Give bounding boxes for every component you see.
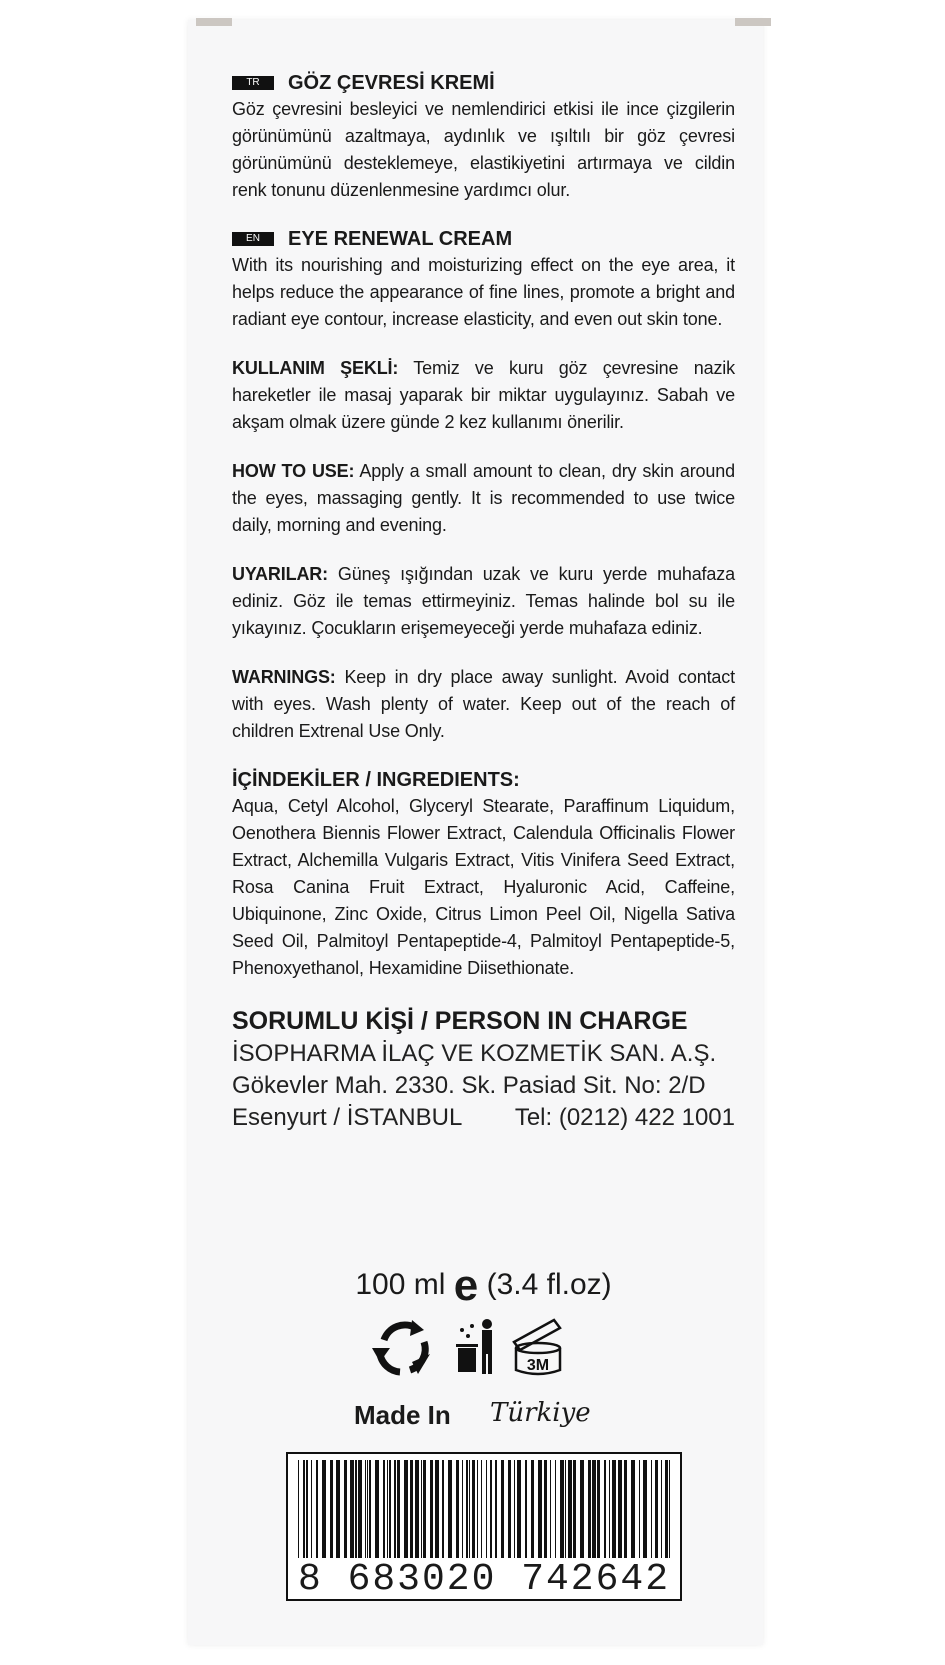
volume-ml: 100 ml	[355, 1268, 446, 1301]
volume	[232, 1261, 735, 1311]
barcode-bar	[375, 1460, 379, 1558]
barcode-bar	[410, 1460, 413, 1558]
barcode-bar	[481, 1460, 482, 1558]
estimated-sign-icon: e	[453, 1261, 479, 1311]
warnings-tr-label: UYARILAR:	[232, 564, 328, 584]
barcode-bar	[365, 1460, 366, 1558]
barcode-bar	[501, 1460, 504, 1558]
symbol-icons	[372, 1318, 602, 1378]
barcode-bar	[588, 1460, 591, 1558]
barcode-bar	[612, 1460, 616, 1558]
barcode-bar	[435, 1460, 439, 1558]
barcode-bar	[624, 1460, 627, 1558]
made-in-label: Made In	[354, 1400, 451, 1430]
barcode-bar	[568, 1460, 572, 1558]
person-in-charge-title: SORUMLU KİŞİ / PERSON IN CHARGE	[232, 1007, 688, 1035]
barcode-bar	[538, 1460, 542, 1558]
barcode-bar	[495, 1460, 497, 1558]
barcode-bar	[531, 1460, 534, 1558]
barcode-bar	[514, 1460, 515, 1558]
barcode-bar	[580, 1460, 584, 1558]
title-tr: GÖZ ÇEVRESİ KREMİ	[288, 72, 495, 94]
barcode-bar	[442, 1460, 444, 1558]
barcode-bar	[355, 1460, 357, 1558]
barcode-bar	[525, 1460, 527, 1558]
barcode-bar	[597, 1460, 600, 1558]
barcode-bar	[306, 1460, 308, 1558]
box-flap-left	[196, 18, 232, 26]
barcode-bar	[565, 1460, 566, 1558]
barcode-bar	[472, 1460, 475, 1558]
company-address: Gökevler Mah. 2330. Sk. Pasiad Sit. No: 2/D	[232, 1072, 706, 1099]
barcode-bar	[655, 1460, 658, 1558]
barcode-bar	[456, 1460, 459, 1558]
barcode-bar	[592, 1460, 596, 1558]
barcode	[286, 1452, 682, 1601]
barcode-bar	[490, 1460, 492, 1558]
warnings-en-label: WARNINGS:	[232, 667, 336, 687]
barcode-bar	[604, 1460, 606, 1558]
usage-en-text: Apply a small amount to clean, dry skin around the eyes, massaging gently. It is recommended to use twice daily, morning and evening.	[232, 461, 736, 535]
barcode-bar	[643, 1460, 647, 1558]
usage-tr-label: KULLANIM ŞEKLİ:	[232, 358, 399, 378]
barcode-bar	[462, 1460, 463, 1558]
usage-tr	[232, 355, 735, 436]
barcode-bar	[404, 1460, 408, 1558]
usage-tr-text: Temiz ve kuru göz çevresine nazik hareketler ile masaj yaparak bir miktar uygulayınız. Sabah ve akşam olmak üzere günde 2 kez kullanımı önerilir.	[232, 358, 736, 432]
dispose-bin-icon	[456, 1319, 492, 1374]
barcode-bar	[423, 1460, 426, 1558]
description-en: With its nourishing and moisturizing effect on the eye area, it helps reduce the appearance of fine lines, promote a bright and radiant eye contour, increase elasticity, and even out skin tone.	[232, 255, 735, 329]
barcode-bar	[358, 1460, 362, 1558]
barcode-bar	[394, 1460, 396, 1558]
warnings-en	[232, 664, 735, 745]
barcode-bar	[367, 1460, 368, 1558]
barcode-bar	[508, 1460, 511, 1558]
barcode-bar	[550, 1460, 551, 1558]
usage-en	[232, 458, 735, 539]
lang-tag-tr: TR	[232, 76, 274, 90]
barcode-bar	[661, 1460, 662, 1558]
title-en: EYE RENEWAL CREAM	[288, 228, 513, 250]
section-en	[232, 226, 735, 333]
barcode-bar	[303, 1460, 305, 1558]
barcode-bar	[298, 1460, 299, 1558]
warnings-en-text: Keep in dry place away sunlight. Avoid contact with eyes. Wash plenty of water. Keep out of the reach of children Extrenal Use Only.	[232, 667, 735, 741]
company-city: Esenyurt / İSTANBUL	[232, 1104, 463, 1131]
section-tr	[232, 70, 735, 204]
barcode-bar	[448, 1460, 452, 1558]
barcode-bar	[336, 1460, 340, 1558]
volume-floz: (3.4 fl.oz)	[486, 1268, 612, 1301]
barcode-bar	[555, 1460, 556, 1558]
barcode-bar	[609, 1460, 610, 1558]
company-name: İSOPHARMA İLAÇ VE KOZMETİK SAN. A.Ş.	[232, 1040, 717, 1067]
barcode-bar	[466, 1460, 468, 1558]
usage-en-label: HOW TO USE:	[232, 461, 355, 481]
barcode-bar	[397, 1460, 400, 1558]
warnings-tr	[232, 561, 735, 642]
warnings-tr-text: Güneş ışığından uzak ve kuru yerde muhafaza ediniz. Göz ile temas ettirmeyiniz. Temas halinde bol su ile yıkayınız. Çocukların erişemeyeceği yerde muhafaza ediniz.	[232, 564, 735, 638]
barcode-bar	[316, 1460, 318, 1558]
barcode-bar	[387, 1460, 388, 1558]
barcode-bar	[517, 1460, 521, 1558]
barcode-bar	[631, 1460, 635, 1558]
description-tr: Göz çevresini besleyici ve nemlendirici etkisi ile ince çizgilerin görünümünü azaltmaya, aydınlık ve ışıltılı bir göz çevresi görünümünü desteklemeye, elastikiyetini artırmaya ve cildin renk tonunu düzenlenmesine yardımcı olur.	[232, 99, 735, 200]
barcode-bar	[350, 1460, 354, 1558]
barcode-bar	[665, 1460, 668, 1558]
barcode-bar	[415, 1460, 419, 1558]
barcode-bar	[651, 1460, 652, 1558]
label-content	[232, 70, 735, 1134]
company-phone: Tel: (0212) 422 1001	[514, 1104, 735, 1131]
barcode-bar	[330, 1460, 333, 1558]
pao-label: 3M	[526, 1357, 550, 1374]
barcode-bar	[639, 1460, 640, 1558]
barcode-bar	[486, 1460, 487, 1558]
barcode-bar	[669, 1460, 670, 1558]
barcode-bar	[389, 1460, 391, 1558]
country-logo: Türkiye	[490, 1398, 591, 1428]
barcode-bar	[477, 1460, 478, 1558]
barcode-bar	[322, 1460, 326, 1558]
barcode-bar	[469, 1460, 470, 1558]
barcode-bar	[421, 1460, 422, 1558]
barcode-bar	[573, 1460, 576, 1558]
box-flap-right	[735, 18, 771, 26]
barcode-bar	[383, 1460, 385, 1558]
ingredients-text: Aqua, Cetyl Alcohol, Glyceryl Stearate, Paraffinum Liquidum, Oenothera Biennis Flower Extract, Calendula Officinalis Flower Extract, Alchemilla Vulgaris Extract, Vitis Vinifera Seed Extract, Rosa Canina Fruit Extract, Hyaluronic Acid, Caffeine, Ubiquinone, Zinc Oxide, Citrus Limon Peel Oil, Nigella Sativa Seed Oil, Palmitoyl Pentapeptide-4, Palmitoyl Pentapeptide-5, Phenoxyethanol, Hexamidine Diisethionate.	[232, 796, 735, 978]
barcode-bar	[618, 1460, 622, 1558]
barcode-bar	[544, 1460, 547, 1558]
barcode-bar	[560, 1460, 564, 1558]
ingredients-label: İÇİNDEKİLER / INGREDIENTS:	[232, 769, 520, 791]
barcode-number: 8 683020 742642	[297, 1558, 671, 1601]
barcode-bar	[430, 1460, 433, 1558]
lang-tag-en: EN	[232, 232, 274, 246]
barcode-bar	[311, 1460, 312, 1558]
barcode-bars	[298, 1460, 670, 1558]
barcode-bar	[344, 1460, 347, 1558]
barcode-bar	[369, 1460, 371, 1558]
